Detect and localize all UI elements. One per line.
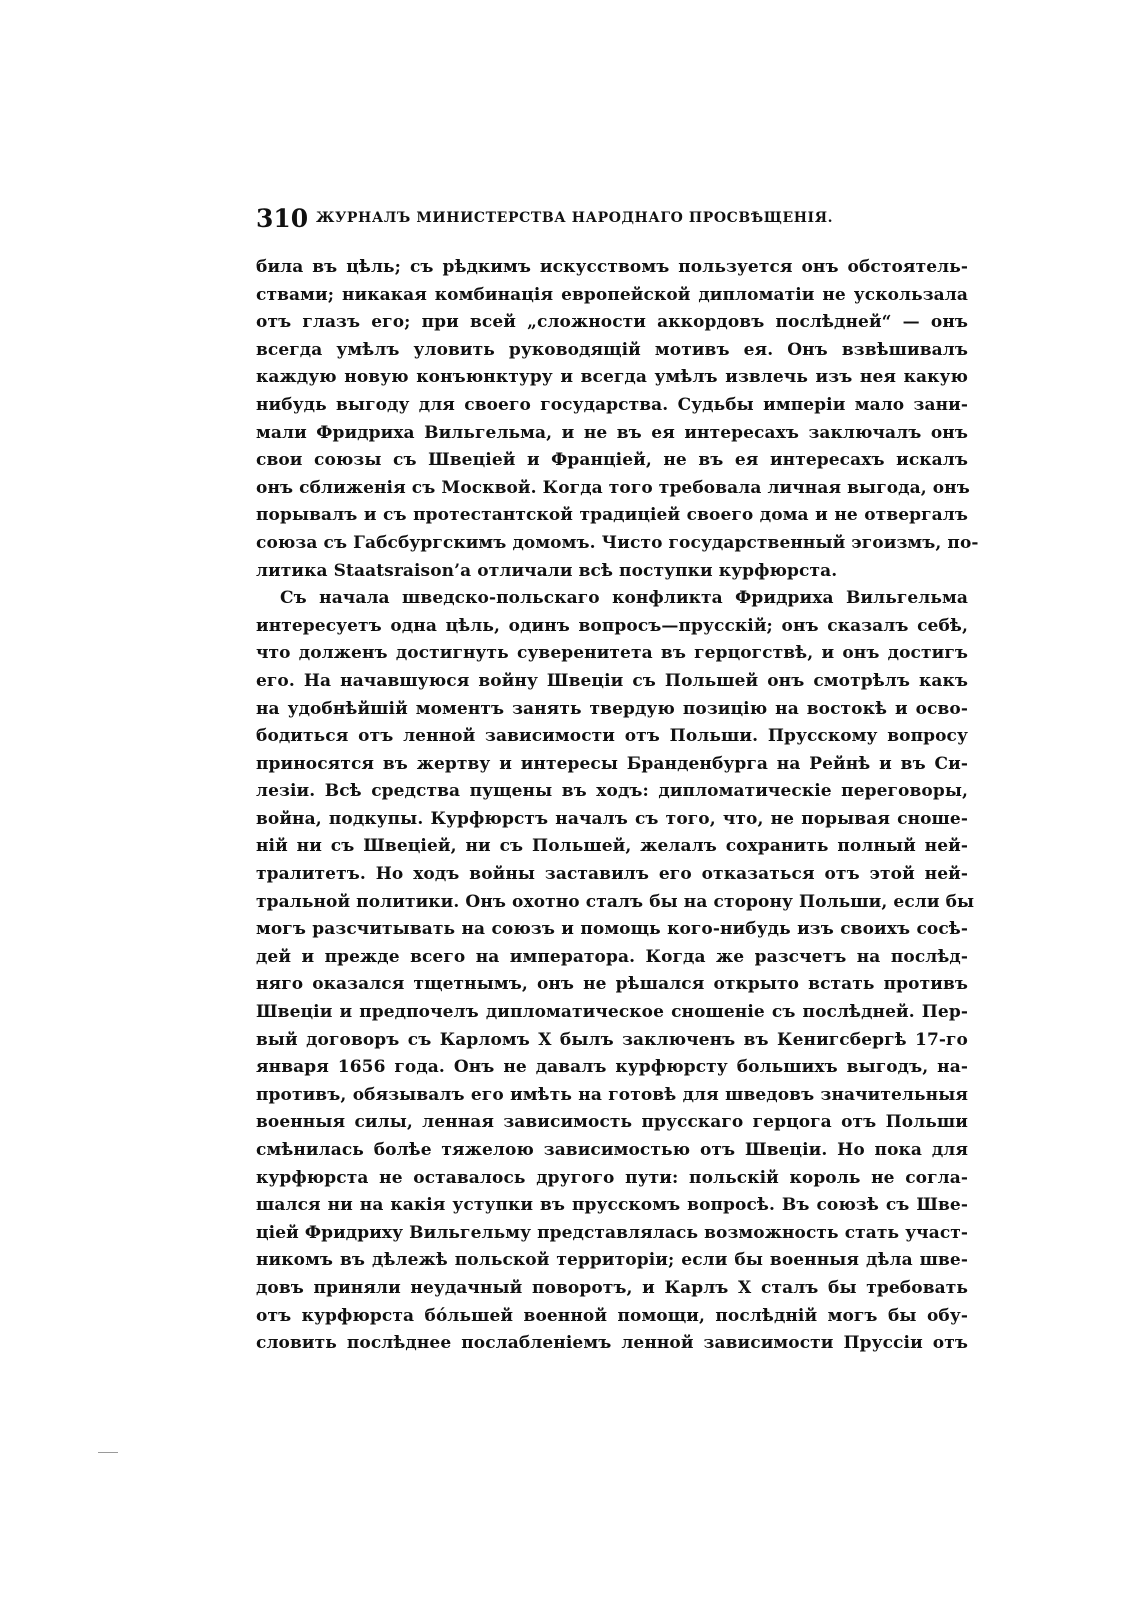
text-line: отъ курфюрста бóльшей военной помощи, послѣдній могъ бы обу- bbox=[256, 1305, 968, 1326]
text-line: порывалъ и съ протестантской традиціей своего дома и не отвергалъ bbox=[256, 505, 968, 526]
text-line: всегда умѣлъ уловить руководящій мотивъ ея. Онъ взвѣшивалъ bbox=[256, 339, 968, 360]
page-number: 310 bbox=[256, 204, 309, 233]
text-line: нибудь выгоду для своего государства. Судьбы имперіи мало зани- bbox=[256, 394, 968, 415]
text-line: няго оказался тщетнымъ, онъ не рѣшался открыто встать противъ bbox=[256, 974, 968, 995]
text-line: дей и прежде всего на императора. Когда же разсчетъ на послѣд- bbox=[256, 946, 968, 967]
text-line: отъ глазъ его; при всей „сложности аккордовъ послѣдней“ — онъ bbox=[256, 312, 968, 333]
text-line: онъ сближенія съ Москвой. Когда того требовала личная выгода, онъ bbox=[256, 477, 970, 498]
text-line: каждую новую конъюнктуру и всегда умѣлъ извлечь изъ нея какую bbox=[256, 367, 968, 388]
text-line: тралитетъ. Но ходъ войны заставилъ его отказаться отъ этой ней- bbox=[256, 864, 968, 885]
text-line: ствами; никакая комбинація европейской дипломатіи не ускользала bbox=[256, 284, 968, 305]
text-line: словить послѣднее послабленіемъ ленной зависимости Пруссіи отъ bbox=[256, 1333, 968, 1354]
text-line: интересуетъ одна цѣль, одинъ вопросъ—прусскій; онъ сказалъ себѣ, bbox=[256, 615, 968, 636]
text-line: противъ, обязывалъ его имѣть на готовѣ для шведовъ значительныя bbox=[256, 1084, 968, 1105]
running-title: ЖУРНАЛЪ МИНИСТЕРСТВА НАРОДНАГО ПРОСВѢЩЕНІЯ. bbox=[316, 210, 834, 226]
text-line: курфюрста не оставалось другого пути: польскій король не согла- bbox=[256, 1167, 968, 1188]
text-line: Швеціи и предпочелъ дипломатическое сношеніе съ послѣдней. Пер- bbox=[256, 1002, 968, 1023]
text-line: свои союзы съ Швеціей и Франціей, не въ ея интересахъ искалъ bbox=[256, 450, 968, 471]
text-line: литика Staatsraison’а отличали всѣ поступки курфюрста. bbox=[256, 560, 838, 581]
text-line: января 1656 года. Онъ не давалъ курфюрсту большихъ выгодъ, на- bbox=[256, 1057, 968, 1078]
text-line: ціей Фридриху Вильгельму представлялась возможность стать участ- bbox=[256, 1222, 969, 1243]
text-line: била въ цѣль; съ рѣдкимъ искусствомъ пользуется онъ обстоятель- bbox=[256, 257, 968, 277]
text-line: мали Фридриха Вильгельма, и не въ ея интересахъ заключалъ онъ bbox=[256, 422, 968, 443]
body-text bbox=[256, 254, 979, 1358]
text-line: что долженъ достигнуть суверенитета въ герцогствѣ, и онъ достигъ bbox=[256, 643, 968, 664]
text-line: могъ разсчитывать на союзъ и помощь кого-нибудь изъ своихъ сосѣ- bbox=[256, 919, 968, 940]
text-line: на удобнѣйшій моментъ занять твердую позицію на востокѣ и осво- bbox=[256, 698, 968, 719]
text-line: ній ни съ Швеціей, ни съ Польшей, желалъ сохранить полный ней- bbox=[256, 836, 968, 857]
text-line: военныя силы, ленная зависимость прусскаго герцога отъ Польши bbox=[256, 1112, 968, 1133]
text-line: приносятся въ жертву и интересы Бранденбурга на Рейнѣ и въ Си- bbox=[256, 753, 968, 774]
text-line: лезіи. Всѣ средства пущены въ ходъ: дипломатическіе переговоры, bbox=[256, 781, 968, 802]
text-line: союза съ Габсбургскимъ домомъ. Чисто государственный эгоизмъ, по- bbox=[256, 532, 979, 553]
text-line: никомъ въ дѣлежѣ польской территоріи; если бы военныя дѣла шве- bbox=[256, 1250, 968, 1271]
text-line: бодиться отъ ленной зависимости отъ Польши. Прусскому вопросу bbox=[256, 726, 968, 747]
text-line: тральной политики. Онъ охотно сталъ бы на сторону Польши, если бы bbox=[256, 891, 975, 912]
text-line: война, подкупы. Курфюрстъ началъ съ того, что, не порывая сноше- bbox=[256, 808, 968, 829]
margin-mark bbox=[98, 1452, 118, 1453]
text-line: его. На начавшуюся войну Швеціи съ Польшей онъ смотрѣлъ какъ bbox=[256, 670, 968, 691]
text-line: шался ни на какія уступки въ прусскомъ вопросѣ. Въ союзѣ съ Шве- bbox=[256, 1195, 968, 1216]
text-line: довъ приняли неудачный поворотъ, и Карлъ X сталъ бы требовать bbox=[256, 1277, 968, 1298]
text-line: смѣнилась болѣе тяжелою зависимостью отъ Швеціи. Но пока для bbox=[256, 1140, 968, 1160]
page-header bbox=[256, 204, 968, 240]
text-line: вый договоръ съ Карломъ X былъ заключенъ въ Кенигсбергѣ 17-го bbox=[256, 1029, 968, 1050]
text-line: Съ начала шведско-польскаго конфликта Фридриха Вильгельма bbox=[280, 588, 968, 609]
